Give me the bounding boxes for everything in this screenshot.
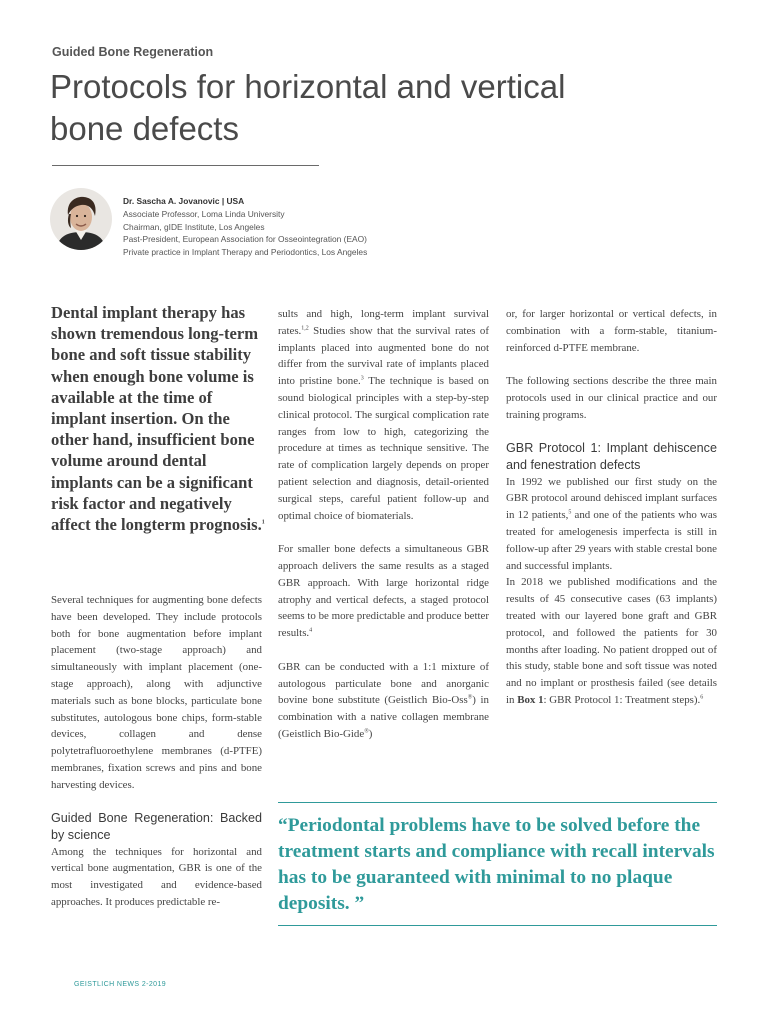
text-run: GBR can be conducted with a 1:1 mixture of autologous particulate bone and anorganic bovine bone substitute (Geistlich Bio-Oss	[278, 660, 489, 707]
author-affiliation: Chairman, gIDE Institute, Los Angeles	[123, 221, 265, 232]
text-run: : GBR Protocol 1: Treatment steps).	[543, 693, 701, 706]
body-paragraph	[278, 306, 489, 524]
body-paragraph: Several techniques for augmenting bone defects have been developed. They include protocols both for bone augmentation before implant placement (two-stage approach) and simultaneously with implant placement (one-stage approach), along with adjunctive materials such as bone blocks, particulate bone substitutes, autologous bone chips, form-stable devices, collagen and dense polytetrafluoroethylene membranes (d-PTFE) membranes, fixation screws and pins and bone harvesting devices.	[51, 594, 262, 791]
body-paragraph: The following sections describe the three main protocols used in our clinical practice and our training programs.	[506, 375, 717, 421]
text-run: For smaller bone defects a simultaneous GBR approach delivers the same results as a staged GBR approach. With large horizontal ridge atrophy and vertical defects, a staged protocol seems to be more predictable and produce better results.	[278, 543, 489, 640]
text-run: and one of the patients who was treated for amelogenesis imperfecta is still in follow-up after 29 years with stable crestal bone and successful implants.	[506, 509, 717, 572]
body-paragraph: or, for larger horizontal or vertical defects, in combination with a form-stable, titanium-reinforced d-PTFE membrane.	[506, 308, 717, 354]
reference-mark: 3	[360, 375, 364, 382]
text-run: ) in combination with a native collagen membrane (Geistlich Bio-Gide	[278, 694, 489, 740]
body-paragraph	[278, 659, 489, 743]
author-affiliation: Past-President, European Association for Osseointegration (EAO)	[123, 234, 367, 245]
lead-reference: 1	[261, 519, 265, 526]
text-run: In 1992 we published our first study on the GBR protocol around dehisced implant surfaces in 12 patients,	[506, 475, 717, 522]
text-run: The technique is based on sound biological principles with a step-by-step clinical protocol. The surgical complication rate ranges from low to high, categorizing the procedure at times as technique sensitive. The rate of complication largely depends on proper patient selection and diagnosis, detail-oriented surgical steps, careful patient follow-up and optimal choice of biomaterials.	[278, 375, 489, 522]
subheading: Guided Bone Regeneration: Backed by science	[51, 810, 262, 842]
reference-mark: 1,2	[301, 325, 309, 332]
body-paragraph	[278, 541, 489, 642]
registered-mark: ®	[467, 694, 473, 701]
subheading: GBR Protocol 1: Implant dehiscence and fenestration defects	[506, 440, 717, 472]
body-paragraph: Among the techniques for horizontal and vertical bone augmentation, GBR is one of the most investigated and evidence-based approaches. It produces predictable re-	[51, 845, 262, 908]
text-run: sults and high, long-term implant survival rates.	[278, 308, 489, 337]
quote-rule-top	[278, 802, 717, 803]
author-affiliation: Private practice in Implant Therapy and Periodontics, Los Angeles	[123, 247, 368, 258]
column-3	[506, 306, 717, 709]
text-run: )	[368, 727, 373, 740]
quote-rule-bottom	[278, 925, 717, 926]
body-paragraph	[506, 474, 717, 575]
lead-paragraph	[51, 302, 266, 535]
author-portrait-icon	[50, 188, 112, 250]
column-1	[51, 592, 262, 911]
reference-mark: 6	[700, 694, 704, 701]
registered-mark: ®	[364, 728, 369, 735]
author-affiliation: Associate Professor, Loma Linda University	[123, 208, 285, 219]
article-title: Protocols for horizontal and vertical bone defects	[50, 68, 566, 147]
section-kicker: Guided Bone Regeneration	[52, 45, 214, 59]
title-divider	[52, 165, 319, 166]
body-paragraph	[506, 574, 717, 708]
author-block	[123, 195, 367, 259]
author-photo	[50, 188, 112, 250]
reference-mark: 4	[309, 627, 313, 634]
reference-mark: 5	[568, 509, 572, 516]
pull-quote: “Periodontal problems have to be solved before the treatment starts and compliance with recall intervals has to be guaranteed with minimal to no plaque deposits. ”	[278, 815, 715, 914]
column-2	[278, 306, 489, 743]
box-reference: Box 1	[517, 693, 544, 706]
text-run: In 2018 we published modifications and the results of 45 consecutive cases (63 implants) treated with our layered bone graft and GBR protocol, and followed the patients for 30 months after loading. No patient dropped out of this study, stable bone and soft tissue was noted and no implant or prosthesis failed (see details in	[506, 576, 717, 706]
text-run: Studies show that the survival rates of implants placed into augmented bone do not differ from the survival rate of implants placed into pristine bone.	[278, 324, 489, 388]
lead-text: Dental implant therapy has shown tremendous long-term bone and soft tissue stability when enough bone volume is available at the time of implant insertion. On the other hand, insufficient bone volume around dental implants can be a significant risk factor and negatively affect the longterm prognosis.	[51, 303, 262, 535]
author-name: Dr. Sascha A. Jovanovic | USA	[123, 196, 245, 206]
page-footer: GEISTLICH NEWS 2-2019	[74, 981, 167, 988]
